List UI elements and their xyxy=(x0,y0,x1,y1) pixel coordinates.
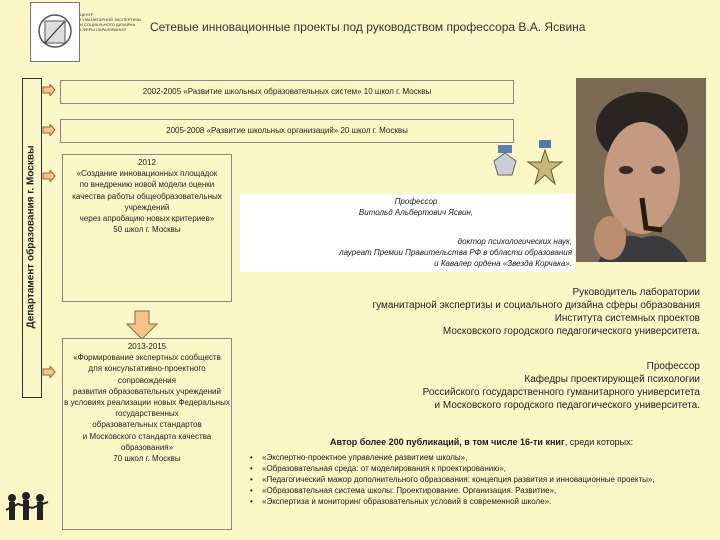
publications-list xyxy=(250,452,710,507)
lab-line: Руководитель лаборатории xyxy=(572,287,700,298)
list-item: • «Экспертиза и мониторинг образовательных условий в современной школе». xyxy=(250,496,710,507)
lab-line: гуманитарной экспертизы и социального дизайна сферы образования xyxy=(372,300,700,311)
professor-photo xyxy=(576,78,706,262)
arrow-right-icon xyxy=(42,124,56,136)
chair-line: Кафедры проектирующей психологии xyxy=(524,374,700,385)
logo-line: СФЕРЫ ОБРАЗОВАНИЯ xyxy=(80,27,127,32)
arrow-right-icon xyxy=(42,84,56,96)
people-group-icon xyxy=(4,488,50,538)
lab-position xyxy=(372,286,700,338)
chair-position xyxy=(423,360,700,412)
portrait-image xyxy=(576,78,706,262)
arrow-right-icon xyxy=(42,170,56,182)
profile-credentials xyxy=(260,196,572,269)
project-2005: 2005-2008 «Развитие школьных организаций» 20 школ г. Москвы xyxy=(60,119,514,143)
logo-text xyxy=(80,12,146,32)
arrow-down-icon xyxy=(126,310,158,340)
publications-heading xyxy=(330,437,633,447)
logo-line: И СОЦИАЛЬНОГО ДИЗАЙНА xyxy=(80,22,136,27)
lab-line: Института системных проектов xyxy=(554,313,700,324)
list-item: • «Педагогический мажор дополнительного образования: концепция развития и инновационные проекты», xyxy=(250,474,710,485)
profile-title: Профессор xyxy=(394,197,438,206)
project-2002: 2002-2005 «Развитие школьных образовательных систем» 10 школ г. Москвы xyxy=(60,80,514,104)
list-item: • «Экспертно-проектное управление развитием школы», xyxy=(250,452,710,463)
project-2013: 2013-2015 «Формирование экспертных сообществ для консультативно-проектного сопровождения развития образовательных учреждений в условиях реализации новых Федеральных государственных образовательных стандартов и Московского стандарта качества образования» 70 школ г. Москвы xyxy=(62,338,232,530)
star-order-icon xyxy=(526,140,564,190)
lab-line: Московского городского педагогического университета. xyxy=(442,326,700,337)
profile-degree: доктор психологических наук, xyxy=(457,237,572,246)
publications-lead: Автор более 200 публикаций, в том числе 16-ти книг xyxy=(330,437,565,447)
arrow-right-icon xyxy=(42,366,56,378)
list-item: • «Образовательная среда: от моделирования к проектированию», xyxy=(250,463,710,474)
page-title: Сетевые инновационные проекты под руководством профессора В.А. Ясвина xyxy=(150,20,586,34)
sidebar-label: Департамент образования г. Москвы xyxy=(25,145,37,329)
medal-icon xyxy=(492,145,518,181)
publications-suffix: , среди которых: xyxy=(564,437,634,447)
list-item: • «Образовательная система школы: Проектирование. Организация. Развитие», xyxy=(250,485,710,496)
logo-emblem-icon xyxy=(31,3,79,61)
logo-line: ЦЕНТР xyxy=(80,12,94,17)
profile-name: Витольд Альбертович Ясвин, xyxy=(358,208,474,217)
logo-line: ГУМАНИТАРНОЙ ЭКСПЕРТИЗЫ xyxy=(80,17,142,22)
chair-line: и Московского городского педагогического университета. xyxy=(434,400,700,411)
profile-award: лауреат Премии Правительства РФ в области образования xyxy=(339,248,572,257)
chair-line: Российского государственного гуманитарного университета xyxy=(422,387,700,398)
profile-award: и Кавалер ордена «Звезда Корчака». xyxy=(434,259,572,268)
project-2012: 2012 «Создание инновационных площадок по внедрению новой модели оценки качества работы общеобразовательных учреждений через апробацию новых критериев» 50 школ г. Москвы xyxy=(62,154,232,302)
logo xyxy=(30,2,80,62)
chair-line: Профессор xyxy=(646,361,700,372)
